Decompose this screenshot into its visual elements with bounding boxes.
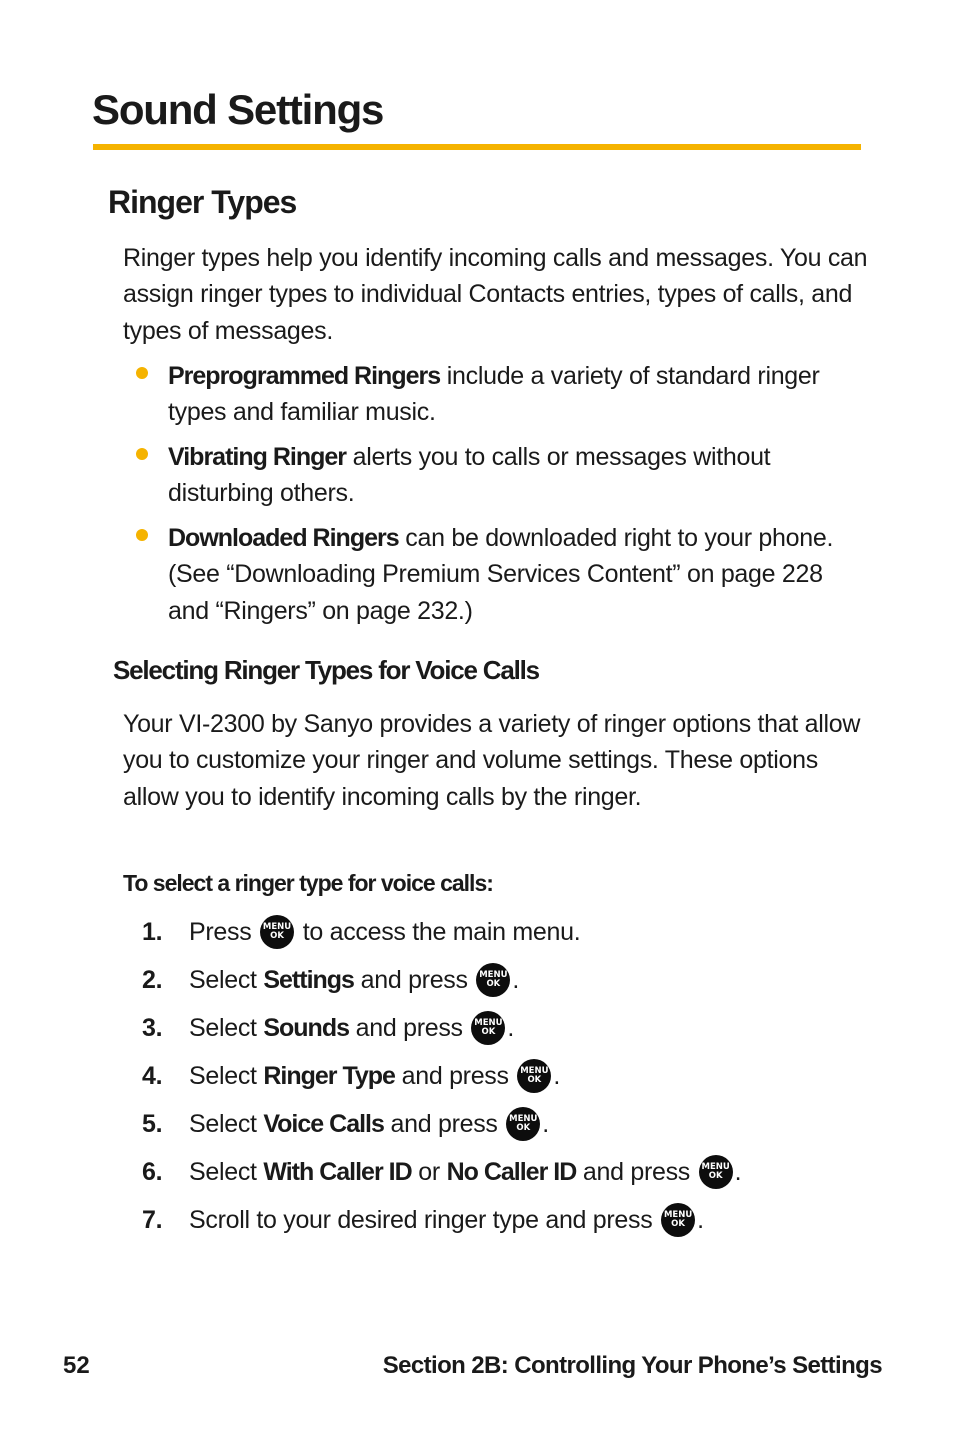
key-label-bottom: OK: [671, 1219, 685, 1229]
step-text-part: and press: [353, 966, 475, 994]
step-text-part: Select: [189, 1158, 264, 1186]
menu-option: Ringer Type: [263, 1062, 395, 1090]
step-text-part: to access the main menu.: [296, 918, 581, 946]
step-number: 5.: [142, 1110, 163, 1138]
bullet-term: Preprogrammed Ringers: [168, 362, 441, 390]
menu-ok-key-icon: [260, 915, 294, 949]
list-item: [123, 520, 868, 629]
step-text: [189, 1104, 549, 1144]
bullet-text: alerts you to calls or messages without disturbing others.: [168, 443, 771, 508]
menu-option: Sounds: [263, 1014, 350, 1042]
step-number: 1.: [142, 918, 163, 946]
key-label-top: MENU: [701, 1162, 730, 1172]
key-label-top: MENU: [474, 1018, 503, 1028]
list-item: [123, 358, 868, 431]
bullet-term: Vibrating Ringer: [168, 443, 347, 472]
key-label-bottom: OK: [708, 1171, 723, 1181]
menu-ok-key-icon: [699, 1155, 733, 1189]
step-text-part: and press: [383, 1110, 505, 1138]
step-text-part: .: [542, 1110, 549, 1138]
menu-ok-key-icon: [471, 1011, 505, 1045]
step-text-part: Select: [189, 1110, 264, 1138]
menu-ok-key-icon: [476, 963, 510, 997]
bullet-term: Downloaded Ringers: [168, 524, 399, 553]
step-text-part: Select: [189, 1014, 264, 1042]
key-label-top: MENU: [262, 922, 292, 932]
key-label-bottom: OK: [270, 931, 284, 941]
key-label-bottom: OK: [516, 1123, 531, 1133]
step-text: [189, 960, 519, 1000]
step-text: [189, 1200, 704, 1240]
ringer-types-intro: Ringer types help you identify incoming calls and messages. You can assign ringer types to individual Contacts entries, types of calls, and types of messages.: [123, 244, 868, 345]
step-number: 4.: [142, 1062, 163, 1090]
step-text-part: Select: [189, 1062, 264, 1090]
menu-ok-key-icon: [517, 1059, 551, 1093]
step-text-part: Press: [189, 918, 259, 946]
menu-option: With Caller ID: [263, 1158, 412, 1186]
step-text-part: .: [734, 1158, 742, 1186]
step-number: 3.: [142, 1014, 163, 1042]
step-text-part: and press: [349, 1014, 470, 1042]
step-number: 6.: [142, 1158, 163, 1186]
step-text-part: .: [553, 1062, 561, 1090]
step-text-part: .: [697, 1206, 704, 1234]
voice-calls-intro: Your VI-2300 by Sanyo provides a variety of ringer options that allow you to customize your ringer and volume settings. These options allow you to identify incoming calls by the ringer.: [123, 710, 861, 811]
bullet-dot-icon: [136, 367, 148, 379]
menu-option: Settings: [263, 966, 354, 994]
step-text: [189, 1008, 514, 1048]
step-text-part: and press: [576, 1158, 697, 1186]
key-label-top: MENU: [509, 1114, 538, 1124]
step-number: 2.: [142, 966, 163, 994]
page-number: 52: [63, 1352, 90, 1379]
menu-ok-key-icon: [506, 1107, 540, 1141]
voice-calls-heading: Selecting Ringer Types for Voice Calls: [113, 655, 539, 685]
key-label-bottom: OK: [481, 1027, 496, 1037]
menu-option: No Caller ID: [446, 1158, 577, 1186]
step-text-part: or: [411, 1158, 447, 1186]
step-text: [189, 912, 580, 952]
key-label-top: MENU: [479, 970, 508, 980]
key-label-top: MENU: [663, 1210, 693, 1220]
step-text-part: and press: [394, 1062, 516, 1090]
menu-ok-key-icon: [661, 1203, 695, 1237]
step-number: 7.: [142, 1206, 163, 1234]
bullet-text: include a variety of standard ringer types and familiar music.: [168, 362, 820, 427]
key-label-bottom: OK: [527, 1075, 542, 1085]
step-text-part: Scroll to your desired ringer type and press: [189, 1206, 660, 1234]
page-title: Sound Settings: [92, 86, 384, 133]
ringer-types-list: [123, 358, 868, 638]
list-item: [123, 439, 868, 512]
bullet-dot-icon: [136, 448, 148, 460]
menu-option: Voice Calls: [263, 1110, 384, 1138]
step-text-part: .: [512, 966, 520, 994]
title-rule: [93, 144, 861, 150]
key-label-top: MENU: [520, 1066, 549, 1076]
step-text: [189, 1056, 560, 1096]
section-footer: Section 2B: Controlling Your Phone’s Settings: [382, 1352, 882, 1379]
step-text-part: .: [507, 1014, 515, 1042]
step-text-part: Select: [189, 966, 264, 994]
step-text: [189, 1152, 741, 1192]
instruction-heading: To select a ringer type for voice calls:: [123, 870, 493, 896]
key-label-bottom: OK: [486, 979, 501, 989]
bullet-text: can be downloaded right to your phone. (See “Downloading Premium Services Content” on page 228 and “Ringers” on page 232.): [168, 524, 834, 625]
ringer-types-heading: Ringer Types: [108, 184, 297, 220]
bullet-dot-icon: [136, 529, 148, 541]
